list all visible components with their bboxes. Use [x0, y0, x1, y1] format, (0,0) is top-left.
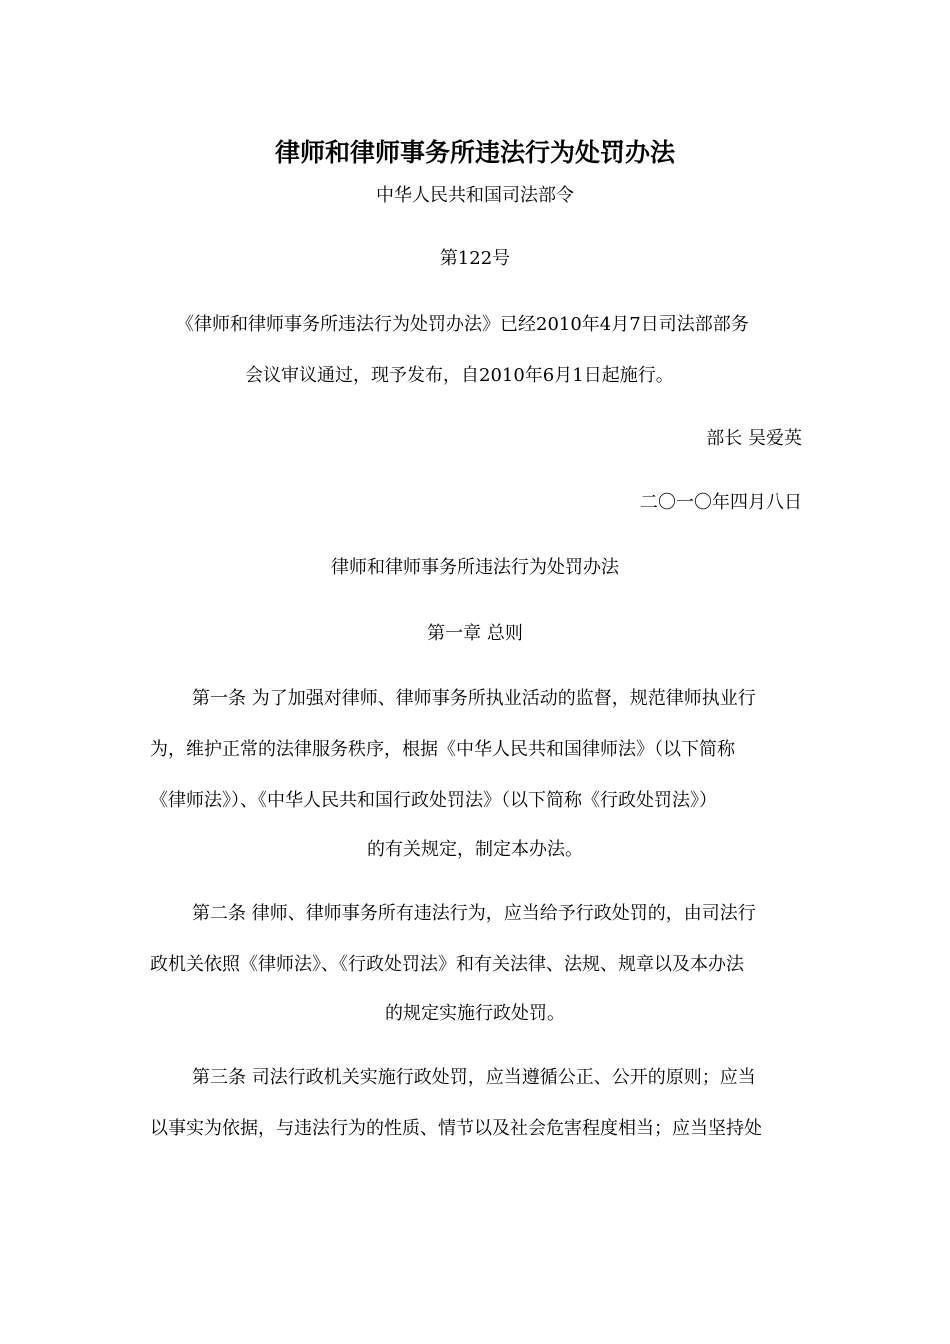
- document-title: 律师和律师事务所违法行为处罚办法: [274, 138, 675, 167]
- article-3-line-2: 以事实为依据，与违法行为的性质、情节以及社会危害程度相当；应当坚持处: [150, 1118, 762, 1139]
- subtitle: 律师和律师事务所违法行为处罚办法: [331, 557, 619, 578]
- article-2-line-1: 第二条 律师、律师事务所有违法行为，应当给予行政处罚的，由司法行: [192, 903, 756, 924]
- order-number: 第122号: [439, 248, 511, 269]
- article-3-line-1: 第三条 司法行政机关实施行政处罚，应当遵循公正、公开的原则；应当: [192, 1067, 756, 1088]
- chapter-heading: 第一章 总则: [427, 623, 523, 644]
- article-1-line-4: 的有关规定，制定本办法。: [367, 839, 583, 860]
- article-2-line-2: 政机关依照《律师法》、《行政处罚法》和有关法律、法规、规章以及本办法: [150, 954, 744, 975]
- date: 二〇一〇年四月八日: [640, 492, 802, 513]
- preamble-line-2: 会议审议通过，现予发布，自2010年6月1日起施行。: [245, 365, 674, 386]
- article-1-line-1: 第一条 为了加强对律师、律师事务所执业活动的监督，规范律师执业行: [192, 688, 756, 709]
- signature: 部长 吴爱英: [706, 428, 802, 449]
- issuer: 中华人民共和国司法部令: [376, 185, 574, 206]
- article-1-line-3: 《律师法》）、《中华人民共和国行政处罚法》（以下简称《行政处罚法》）: [150, 790, 717, 811]
- article-1-line-2: 为，维护正常的法律服务秩序，根据《中华人民共和国律师法》（以下简称: [150, 739, 735, 760]
- preamble-line-1: 《律师和律师事务所违法行为处罚办法》已经2010年4月7日司法部部务: [176, 314, 749, 335]
- article-2-line-3: 的规定实施行政处罚。: [385, 1003, 565, 1024]
